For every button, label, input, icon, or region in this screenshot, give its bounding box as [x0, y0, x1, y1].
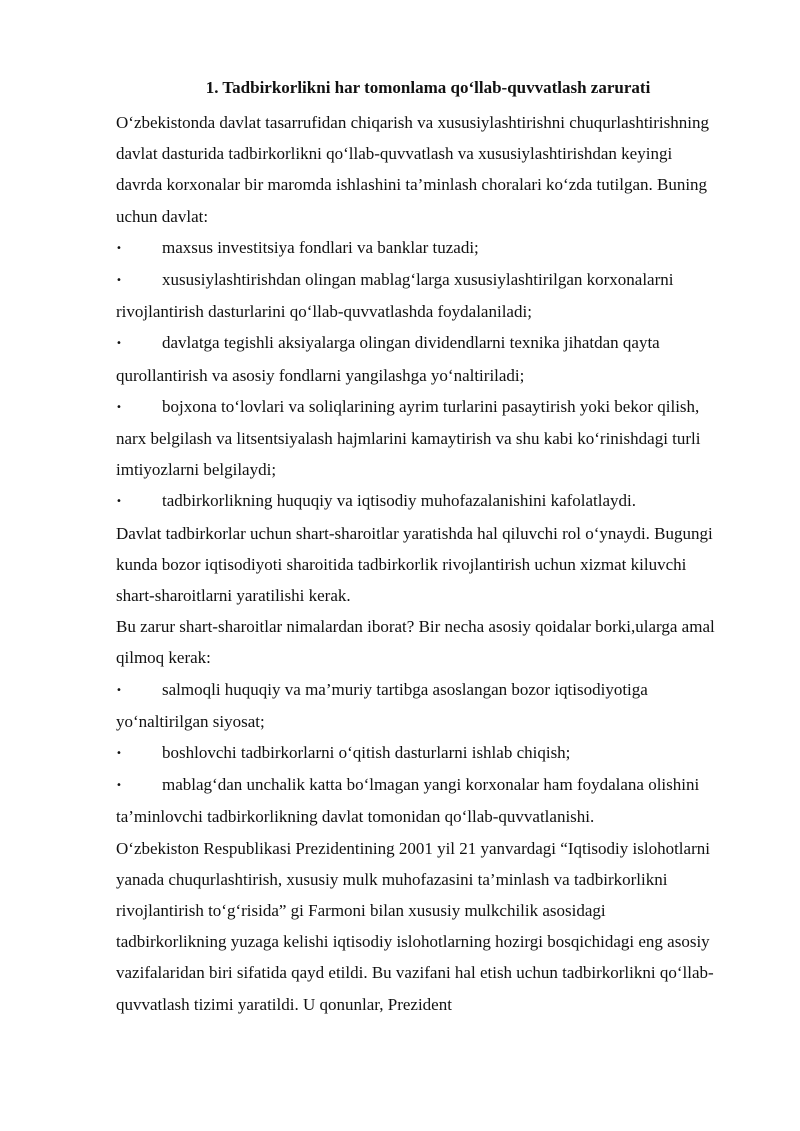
document-body [116, 107, 716, 1020]
paragraph: O‘zbekiston Respublikasi Prezidentining 2001 yil 21 yanvardagi “Iqtisodiy islohotlarni yanada chuqurlashtirish, xususiy mulk muhofazasini ta’minlash va tadbirkorlikni rivojlantirish to‘g‘risida” gi Farmoni bilan xususiy mulkchilik asosidagi tadbirkorlikning yuzaga kelishi iqtisodiy islohotlarning hozirgi bosqichidagi eng asosiy vazifalaridan biri sifatida qayd etildi. Bu vazifani hal etish uchun tadbirkorlikni qo‘llab-quvvatlash tizimi yaratildi. U qonunlar, Prezident [116, 838, 714, 1014]
bullet-icon: • [116, 684, 122, 696]
bullet-item [116, 327, 716, 390]
paragraph: Davlat tadbirkorlar uchun shart-sharoitlar yaratishda hal qiluvchi rol o‘ynaydi. Bugungi kunda bozor iqtisodiyoti sharoitida tadbirkorlik rivojlantirish uchun xizmat kiluvchi shart-sharoitlarni yaratilishi kerak. [116, 523, 713, 606]
bullet-icon: • [116, 242, 122, 254]
bullet-item [116, 264, 716, 327]
bullet-text: boshlovchi tadbirkorlarni o‘qitish dasturlarni ishlab chiqish; [162, 743, 571, 763]
bullet-text: salmoqli huquqiy va ma’muriy tartibga asoslangan bozor iqtisodiyotiga yo‘naltirilgan siyosat; [116, 679, 648, 731]
bullet-text: bojxona to‘lovlari va soliqlarining ayrim turlarini pasaytirish yoki bekor qilish, narx belgilash va litsentsiyalash hajmlarini kamaytirish va shu kabi ko‘rinishdagi turli imtiyozlarni belgilaydi; [116, 396, 701, 480]
bullet-item [116, 737, 716, 769]
bullet-text: mablag‘dan unchalik katta bo‘lmagan yangi korxonalar ham foydalana olishini ta’minlovchi tadbirkorlikning davlat tomonidan qo‘llab-quvvatlanishi. [116, 775, 700, 827]
bullet-text: xususiylashtirishdan olingan mablag‘larga xususiylashtirilgan korxonalarni rivojlantirish dasturlarini qo‘llab-quvvatlashda foydalaniladi; [116, 270, 674, 322]
bullet-text: tadbirkorlikning huquqiy va iqtisodiy muhofazalanishini kafolatlaydi. [162, 491, 637, 511]
bullet-icon: • [116, 780, 122, 792]
paragraph: O‘zbekistonda davlat tasarrufidan chiqarish va xususiylashtirishni chuqurlashtirishning davlat dasturida tadbirkorlikni qo‘llab-quvvatlash va xususiylashtirishdan keyingi davrda korxonalar bir maromda ishlashini ta’minlash choralari ko‘zda tutilgan. Buning uchun davlat: [116, 113, 709, 226]
bullet-item [116, 769, 716, 832]
bullet-text: davlatga tegishli aksiyalarga olingan dividendlarni texnika jihatdan qayta qurollantirish va asosiy fondlarni yangilashga yo‘naltiriladi; [116, 333, 660, 385]
bullet-item [116, 674, 716, 737]
paragraph: Bu zarur shart-sharoitlar nimalardan iborat? Bir necha asosiy qoidalar borki,ularga amal qilmoq kerak: [116, 617, 715, 668]
bullet-item [116, 391, 716, 486]
bullet-item [116, 485, 716, 517]
bullet-icon: • [116, 401, 122, 413]
bullet-icon: • [116, 496, 122, 508]
bullet-item [116, 232, 716, 264]
bullet-text: maxsus investitsiya fondlari va banklar tuzadi; [162, 237, 479, 257]
section-title: 1. Tadbirkorlikni har tomonlama qo‘llab-quvvatlash zarurati [205, 78, 651, 97]
bullet-icon: • [116, 275, 122, 287]
bullet-icon: • [116, 338, 122, 350]
bullet-icon: • [116, 748, 122, 760]
